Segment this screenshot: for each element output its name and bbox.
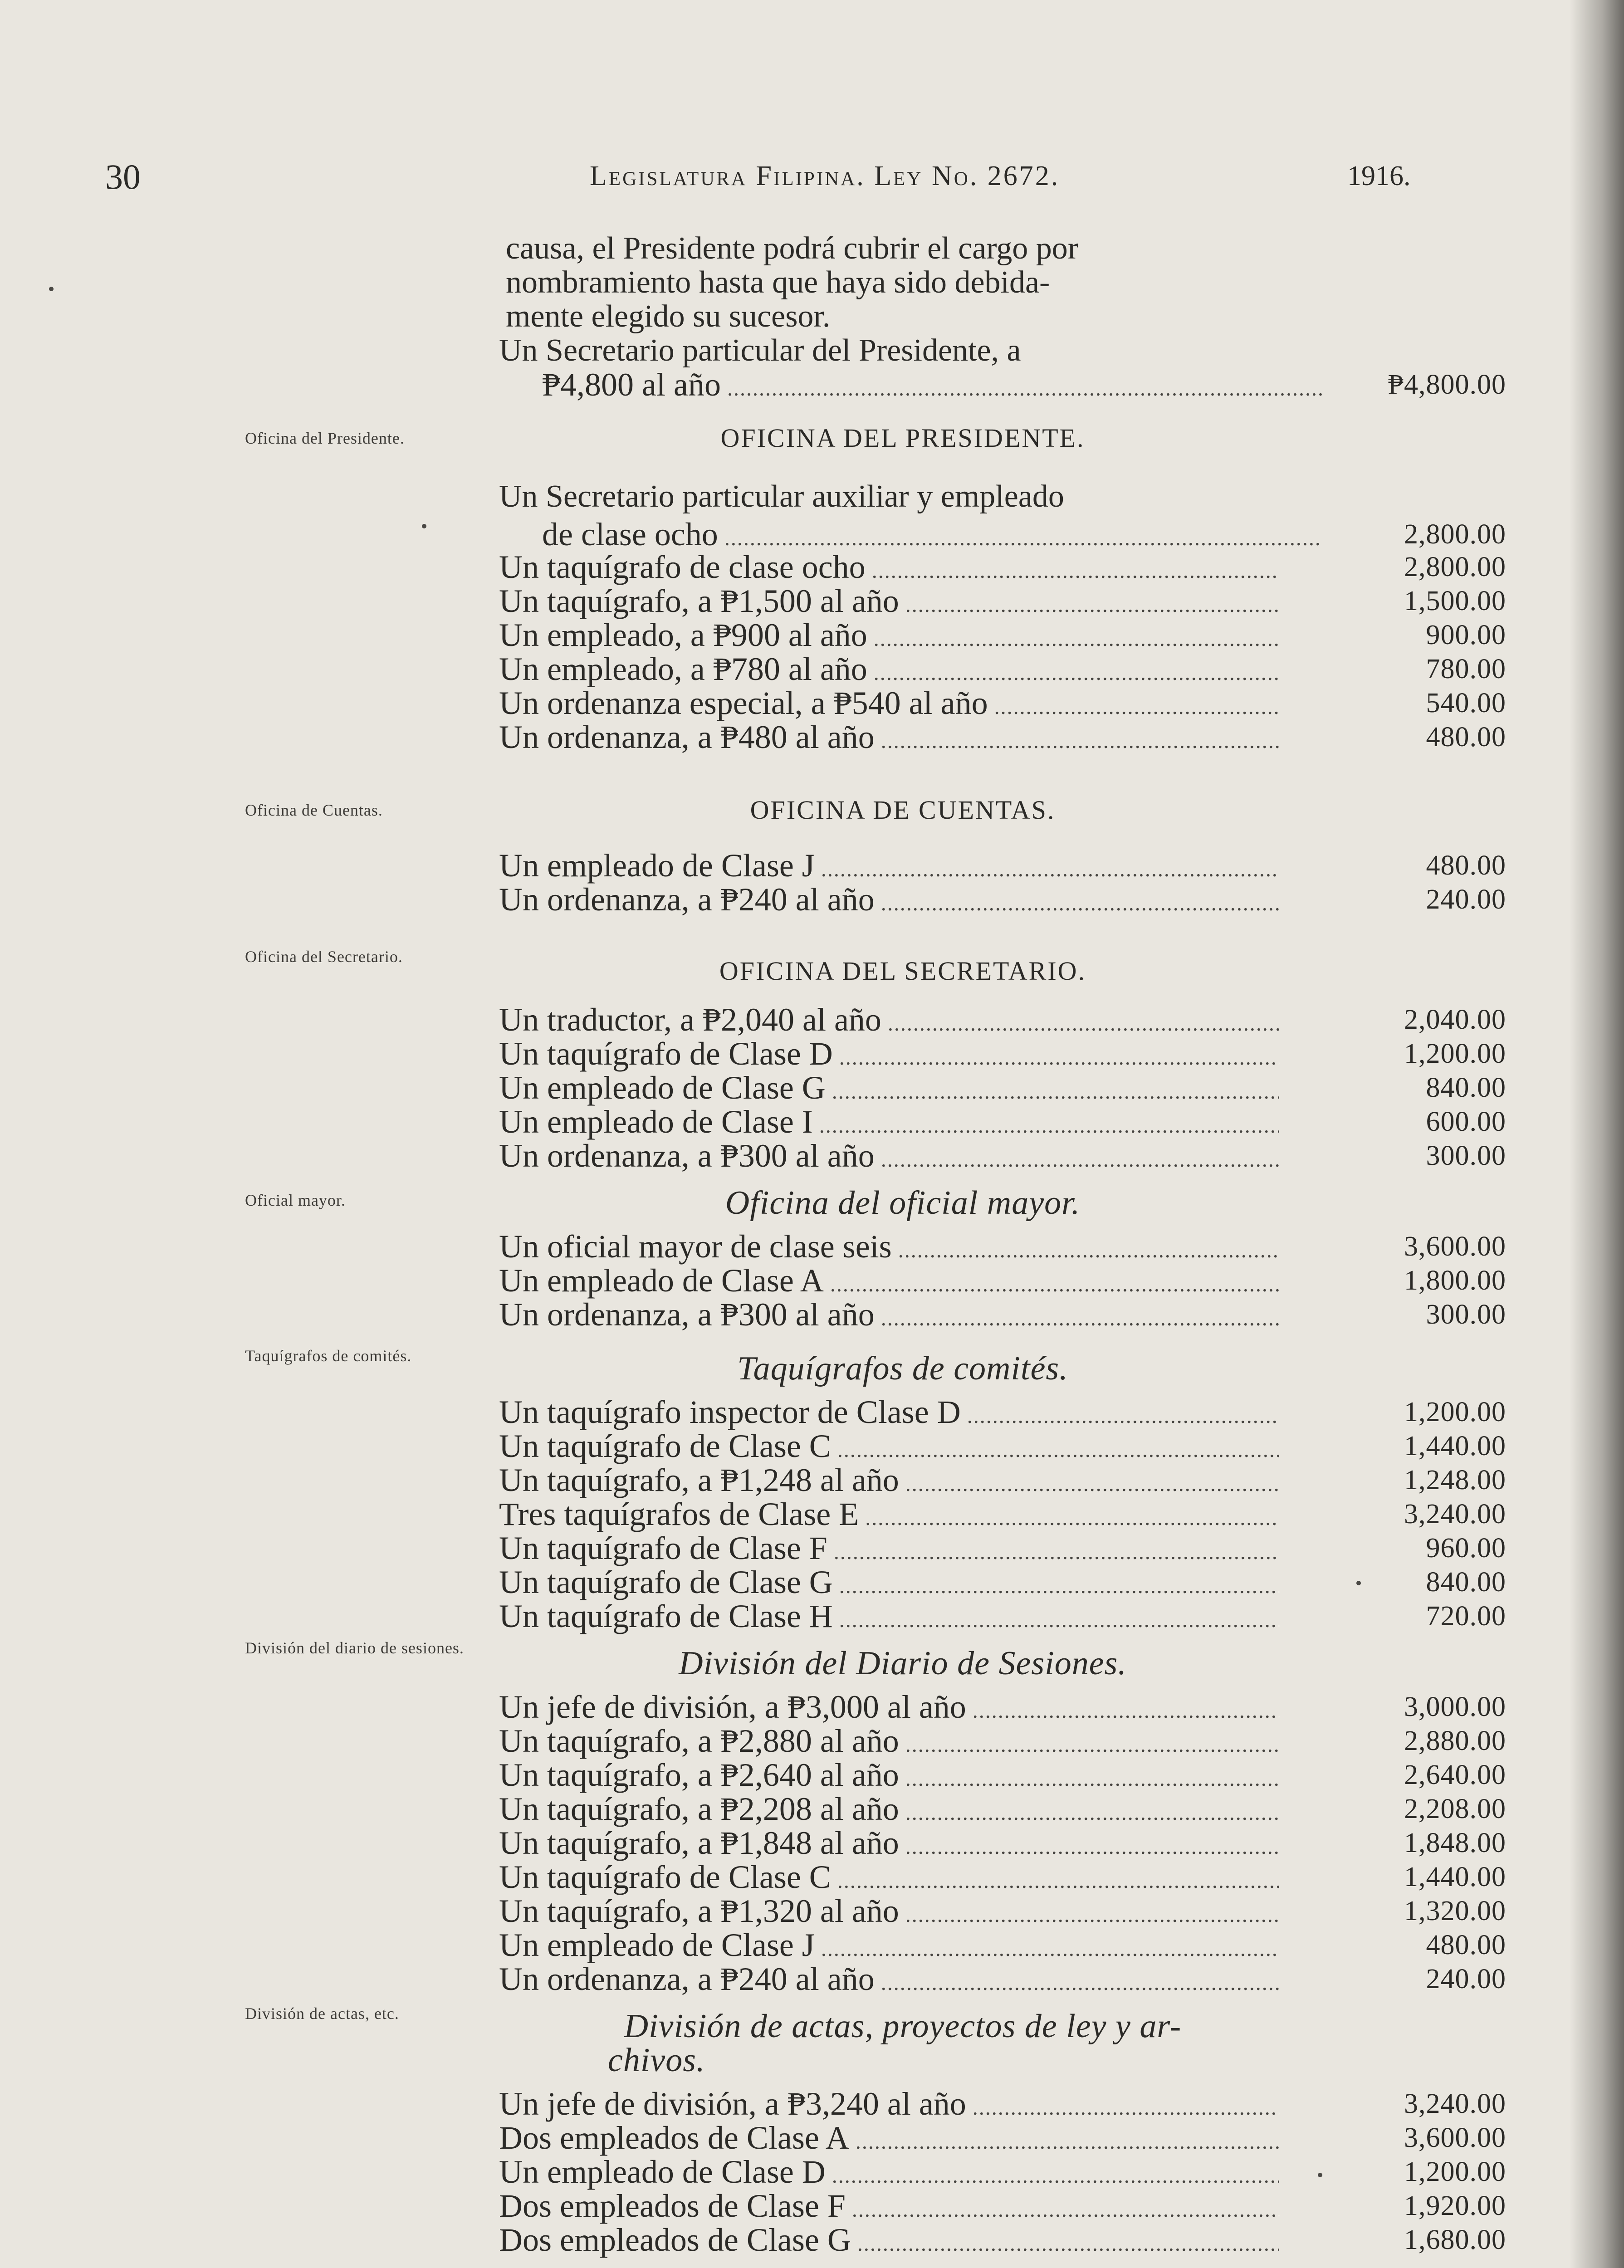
budget-entry: [499, 1429, 1506, 1463]
entry-label: Dos empleados de Clase F .....: [499, 2189, 1279, 2227]
entry-amount: 300.00: [1426, 1299, 1506, 1330]
entry-label: Un empleado de Clase A .....: [499, 1263, 1279, 1302]
entry-label: Un taquígrafo de clase ocho .....: [499, 550, 1279, 588]
entry-amount: 480.00: [1426, 722, 1506, 753]
entry-amount: 780.00: [1426, 654, 1506, 684]
entry-amount: 480.00: [1426, 1930, 1506, 1960]
entry-amount: 840.00: [1426, 1567, 1506, 1598]
entry-amount: 1,440.00: [1404, 1431, 1506, 1461]
entry-amount: 540.00: [1426, 688, 1506, 719]
entry-label: Un taquígrafo de Clase H .....: [499, 1599, 1279, 1637]
entry-label: Un taquígrafo, a ₱1,500 al año .....: [499, 584, 1279, 622]
budget-entry: [499, 618, 1506, 652]
scan-speck: [49, 287, 54, 291]
page-number: 30: [105, 157, 141, 196]
entry-amount: 840.00: [1426, 1072, 1506, 1103]
entry-label: Un empleado, a ₱900 al año .....: [499, 618, 1279, 656]
entry-label: Un oficial mayor de clase seis .....: [499, 1229, 1279, 1268]
budget-entry: [499, 1139, 1506, 1173]
entry-label: Un taquígrafo, a ₱1,248 al año .....: [499, 1463, 1279, 1501]
entry-amount: 3,240.00: [1404, 1499, 1506, 1530]
entry-label: Dos empleados de Clase G .....: [499, 2223, 1279, 2261]
budget-entry: [499, 1928, 1506, 1962]
entry-label: Un taquígrafo de Clase C .....: [499, 1429, 1279, 1467]
budget-entry: [499, 550, 1506, 584]
entry-label: Un traductor, a ₱2,040 al año .....: [499, 1002, 1279, 1041]
intro-line: mente elegido su sucesor.: [506, 299, 831, 334]
margin-note: Taquígrafos de comités.: [245, 1347, 412, 1365]
section-heading: Oficina del oficial mayor.: [725, 1184, 1081, 1222]
budget-entry: [499, 882, 1506, 917]
entry-amount: 300.00: [1426, 1140, 1506, 1171]
scan-speck: [422, 524, 426, 528]
budget-entry: [499, 584, 1506, 618]
entry-amount: 2,880.00: [1404, 1725, 1506, 1756]
entry-label: Un taquígrafo de Clase G .....: [499, 1565, 1279, 1603]
entry-label: Un ordenanza, a ₱480 al año .....: [499, 720, 1279, 758]
entry-label: Un taquígrafo, a ₱1,848 al año .....: [499, 1826, 1279, 1864]
margin-note: Oficina del Presidente.: [245, 429, 405, 447]
budget-entry: [499, 1690, 1506, 1724]
entry-amount: 1,680.00: [1404, 2224, 1506, 2255]
entry-label: Un ordenanza, a ₱300 al año .....: [499, 1139, 1279, 1177]
budget-entry: [499, 2189, 1506, 2223]
entry-amount: 3,240.00: [1404, 2088, 1506, 2119]
budget-entry: [499, 1565, 1506, 1599]
budget-entry: [499, 1599, 1506, 1633]
budget-entry: [499, 1724, 1506, 1758]
entry-label: Dos empleados de Clase A .....: [499, 2121, 1279, 2159]
margin-note: Oficina de Cuentas.: [245, 801, 383, 819]
budget-entry: [499, 1036, 1506, 1071]
budget-entry: [499, 1962, 1506, 1996]
budget-entry: [499, 1105, 1506, 1139]
section-heading-continuation: chivos.: [608, 2042, 705, 2079]
scan-speck: [1356, 1581, 1361, 1585]
entry-amount: 960.00: [1426, 1533, 1506, 1564]
entry-label: Un ordenanza, a ₱300 al año .....: [499, 1297, 1279, 1336]
budget-entry: [499, 1395, 1506, 1429]
entry-label: Un taquígrafo de Clase C .....: [499, 1860, 1279, 1898]
budget-entry: [499, 1070, 1506, 1105]
entry-amount: 240.00: [1426, 884, 1506, 915]
entry-amount: 1,320.00: [1404, 1896, 1506, 1926]
entry-label: Un empleado de Clase J .....: [499, 848, 1279, 887]
budget-entry: [499, 1497, 1506, 1531]
entry-amount: 2,208.00: [1404, 1794, 1506, 1824]
budget-entry: [499, 2087, 1506, 2121]
entry-label: Un jefe de división, a ₱3,240 al año .....: [499, 2087, 1279, 2125]
entry-label: Un taquígrafo, a ₱2,640 al año .....: [499, 1758, 1279, 1796]
budget-entry: [499, 1463, 1506, 1497]
entry-line: Un Secretario particular auxiliar y empleado: [499, 479, 1064, 514]
entry-amount: 3,600.00: [1404, 1231, 1506, 1262]
entry-label: Un taquígrafo de Clase D .....: [499, 1036, 1279, 1075]
entry-label: Tres taquígrafos de Clase E .....: [499, 1497, 1279, 1535]
budget-entry: [499, 1758, 1506, 1792]
budget-entry: [499, 1002, 1506, 1037]
entry-amount: 1,800.00: [1404, 1265, 1506, 1296]
budget-entry: [499, 652, 1506, 686]
entry-amount: 240.00: [1426, 1964, 1506, 1994]
section-heading: OFICINA DEL PRESIDENTE.: [720, 423, 1085, 453]
entry-amount: 3,600.00: [1404, 2122, 1506, 2153]
entry-label: Un jefe de división, a ₱3,000 al año .....: [499, 1690, 1279, 1728]
entry-amount: 2,800.00: [1404, 519, 1506, 550]
entry-label: Un empleado de Clase J .....: [499, 1928, 1279, 1966]
entry-amount: 720.00: [1426, 1601, 1506, 1632]
entry-label: Un taquígrafo de Clase F .....: [499, 1531, 1279, 1569]
budget-entry: [499, 848, 1506, 883]
budget-entry: [499, 720, 1506, 754]
budget-entry: [499, 1826, 1506, 1860]
entry-label: Un ordenanza, a ₱240 al año .....: [499, 882, 1279, 921]
entry-label: Un empleado de Clase D .....: [499, 2155, 1279, 2193]
intro-line: causa, el Presidente podrá cubrir el cargo por: [506, 231, 1079, 266]
budget-entry: [499, 1531, 1506, 1565]
scan-speck: [1318, 2173, 1322, 2177]
entry-label: Un empleado, a ₱780 al año .....: [499, 652, 1279, 690]
page-edge-shadow: [1570, 0, 1624, 2268]
entry-amount: 2,040.00: [1404, 1004, 1506, 1035]
entry-label: ₱4,800 al año .....: [542, 367, 1322, 406]
section-heading: División de actas, proyectos de ley y ar-: [624, 2008, 1182, 2045]
budget-entry: [499, 2223, 1506, 2257]
budget-entry: [499, 1894, 1506, 1928]
budget-entry: [499, 517, 1506, 552]
margin-note: Oficial mayor.: [245, 1191, 346, 1209]
section-heading: OFICINA DEL SECRETARIO.: [719, 956, 1086, 986]
margin-note: División de actas, etc.: [245, 2004, 399, 2023]
entry-amount: 2,640.00: [1404, 1760, 1506, 1790]
entry-amount: 3,000.00: [1404, 1691, 1506, 1722]
budget-entry: [499, 2121, 1506, 2155]
running-title: Legislatura Filipina. Ley No. 2672.: [590, 161, 1060, 191]
entry-label: Un empleado de Clase I .....: [499, 1105, 1279, 1143]
entry-amount: 600.00: [1426, 1106, 1506, 1137]
running-year: 1916.: [1347, 161, 1411, 191]
entry-label: Un taquígrafo, a ₱1,320 al año .....: [499, 1894, 1279, 1932]
entry-amount: 1,200.00: [1404, 1397, 1506, 1427]
section-heading: División del Diario de Sesiones.: [679, 1645, 1127, 1682]
entry-amount: 480.00: [1426, 850, 1506, 881]
entry-amount: 1,848.00: [1404, 1828, 1506, 1858]
section-heading: Taquígrafos de comités.: [737, 1350, 1068, 1387]
entry-amount: ₱4,800.00: [1388, 369, 1506, 400]
entry-label: Un empleado de Clase G .....: [499, 1070, 1279, 1109]
entry-label: Un ordenanza, a ₱240 al año .....: [499, 1962, 1279, 2000]
entry-amount: 1,500.00: [1404, 586, 1506, 616]
entry-label: de clase ocho .....: [542, 517, 1322, 556]
budget-entry: [499, 1263, 1506, 1298]
entry-label: Un taquígrafo, a ₱2,880 al año .....: [499, 1724, 1279, 1762]
entry-label: Un taquígrafo inspector de Clase D .....: [499, 1395, 1279, 1433]
intro-line: nombramiento hasta que haya sido debida-: [506, 265, 1050, 300]
entry-label: Un ordenanza especial, a ₱540 al año .....: [499, 686, 1279, 724]
budget-entry: [499, 367, 1506, 402]
entry-amount: 1,920.00: [1404, 2190, 1506, 2221]
budget-entry: [499, 1229, 1506, 1264]
entry-label: Un taquígrafo, a ₱2,208 al año .....: [499, 1792, 1279, 1830]
entry-amount: 2,800.00: [1404, 552, 1506, 582]
budget-entry: [499, 1792, 1506, 1826]
budget-entry: [499, 2155, 1506, 2189]
entry-amount: 1,440.00: [1404, 1862, 1506, 1892]
running-head: [0, 156, 1624, 211]
intro-entry-line: Un Secretario particular del Presidente, a: [499, 333, 1021, 368]
budget-entry: [499, 1860, 1506, 1894]
section-heading: OFICINA DE CUENTAS.: [750, 795, 1056, 825]
budget-entry: [499, 686, 1506, 720]
budget-entry: [499, 1297, 1506, 1332]
entry-amount: 1,200.00: [1404, 2156, 1506, 2187]
margin-note: Oficina del Secretario.: [245, 948, 403, 966]
entry-amount: 900.00: [1426, 620, 1506, 650]
entry-amount: 1,248.00: [1404, 1465, 1506, 1496]
margin-note: División del diario de sesiones.: [245, 1639, 464, 1657]
entry-amount: 1,200.00: [1404, 1038, 1506, 1069]
